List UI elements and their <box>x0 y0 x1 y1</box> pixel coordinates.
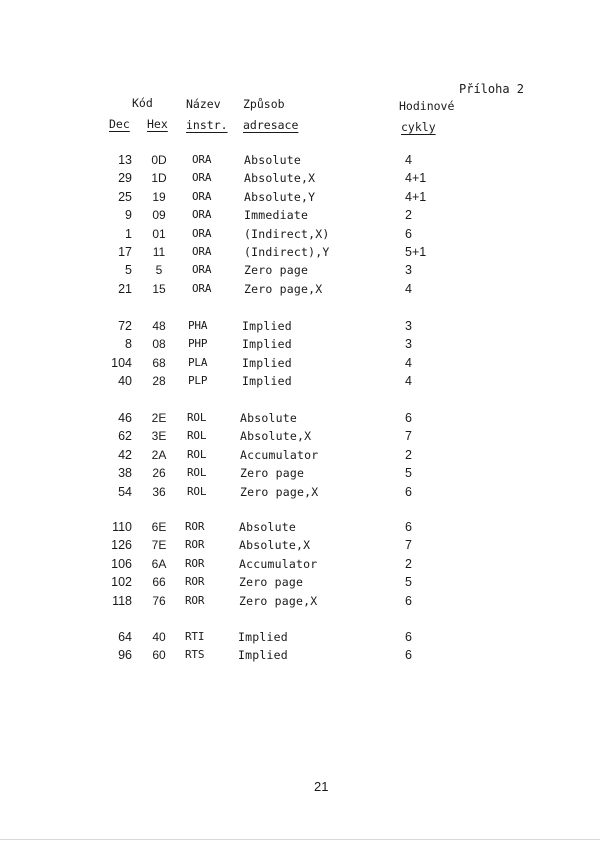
clock-cycles: 6 <box>405 593 412 608</box>
addressing-mode: Absolute <box>239 520 296 534</box>
opcode-dec: 38 <box>118 466 132 481</box>
opcode-dec: 1 <box>125 226 132 241</box>
instruction-name: ROR <box>185 575 205 589</box>
addressing-mode: Zero page,X <box>240 484 319 499</box>
instruction-name: ROL <box>187 466 207 480</box>
header-dec: Dec <box>109 117 130 131</box>
instruction-name: ROR <box>185 538 205 552</box>
opcode-dec: 13 <box>118 153 132 167</box>
clock-cycles: 7 <box>405 538 412 553</box>
opcode-dec: 104 <box>111 355 132 370</box>
opcode-dec: 5 <box>125 263 132 278</box>
instruction-name: ROL <box>187 429 207 443</box>
opcode-dec: 102 <box>111 575 132 590</box>
opcode-dec: 54 <box>118 484 132 499</box>
clock-cycles: 4 <box>405 281 412 296</box>
clock-cycles: 5 <box>405 466 412 481</box>
opcode-dec: 25 <box>118 189 132 204</box>
addressing-mode: (Indirect),Y <box>244 245 330 259</box>
clock-cycles: 2 <box>405 556 412 571</box>
opcode-dec: 46 <box>118 411 132 425</box>
instruction-name: ROL <box>187 447 207 461</box>
opcode-hex: 0D <box>151 153 167 167</box>
clock-cycles: 6 <box>405 520 412 534</box>
opcode-hex: 28 <box>152 374 166 389</box>
instruction-name: ORA <box>192 263 212 277</box>
addressing-mode: Accumulator <box>240 447 319 462</box>
addressing-mode: Zero page <box>244 263 309 278</box>
clock-cycles: 4+1 <box>405 171 427 186</box>
instruction-name: ROR <box>185 556 205 570</box>
instruction-name: RTS <box>185 648 205 662</box>
opcode-hex: 09 <box>152 208 166 223</box>
clock-cycles: 3 <box>405 337 412 352</box>
opcode-dec: 64 <box>118 630 132 644</box>
header-nazev: Název <box>186 97 221 111</box>
opcode-hex: 15 <box>152 281 166 296</box>
clock-cycles: 2 <box>405 208 412 223</box>
instruction-name: ORA <box>192 189 212 203</box>
opcode-hex: 26 <box>152 466 166 481</box>
header-hex: Hex <box>147 117 168 131</box>
addressing-mode: Absolute,X <box>239 538 311 553</box>
addressing-mode: Absolute <box>244 153 301 167</box>
opcode-hex: 2E <box>151 411 167 425</box>
opcode-dec: 29 <box>118 171 132 186</box>
header-cykly: cykly <box>401 120 436 134</box>
header-hodinove: Hodinové <box>399 99 455 113</box>
clock-cycles: 3 <box>405 263 412 278</box>
clock-cycles: 5 <box>405 575 412 590</box>
opcode-hex: 36 <box>152 484 166 499</box>
opcode-dec: 62 <box>118 429 132 444</box>
addressing-mode: Implied <box>238 630 288 644</box>
clock-cycles: 4 <box>405 374 412 389</box>
opcode-hex: 7E <box>151 538 167 553</box>
instruction-name: ORA <box>192 226 212 240</box>
addressing-mode: Zero page,X <box>239 593 318 608</box>
header-kod: Kód <box>132 96 153 110</box>
opcode-hex: 19 <box>152 189 166 204</box>
addressing-mode: Absolute,Y <box>244 189 316 204</box>
header-zpusob: Způsob <box>243 97 285 111</box>
opcode-hex: 76 <box>152 593 166 608</box>
opcode-hex: 3E <box>151 429 167 444</box>
clock-cycles: 6 <box>405 226 412 241</box>
addressing-mode: Implied <box>242 355 292 370</box>
opcode-hex: 6A <box>151 556 167 571</box>
addressing-mode: Absolute,X <box>240 429 312 444</box>
opcode-dec: 118 <box>112 593 132 608</box>
clock-cycles: 5+1 <box>405 245 427 259</box>
instruction-name: ROL <box>187 484 207 498</box>
instruction-name: PHP <box>188 337 208 351</box>
addressing-mode: Zero page,X <box>244 281 323 296</box>
instruction-name: ORA <box>192 281 212 295</box>
addressing-mode: Implied <box>242 337 292 352</box>
addressing-mode: Accumulator <box>239 556 318 571</box>
clock-cycles: 6 <box>405 630 412 644</box>
opcode-hex: 08 <box>152 337 166 352</box>
opcode-dec: 17 <box>118 245 132 259</box>
addressing-mode: Absolute,X <box>244 171 316 186</box>
opcode-dec: 96 <box>118 648 132 663</box>
clock-cycles: 6 <box>405 648 412 663</box>
instruction-name: ORA <box>192 208 212 222</box>
instruction-name: PLA <box>188 355 208 369</box>
opcode-hex: 40 <box>152 630 166 644</box>
page-edge-divider <box>0 839 600 840</box>
clock-cycles: 2 <box>405 447 412 462</box>
instruction-name: ROR <box>185 520 205 533</box>
opcode-dec: 126 <box>111 538 132 553</box>
header-adresace: adresace <box>243 118 299 132</box>
opcode-dec: 42 <box>118 447 132 462</box>
opcode-hex: 48 <box>152 319 166 333</box>
page-number: 21 <box>314 779 329 794</box>
instruction-name: PHA <box>188 319 208 332</box>
instruction-name: ROL <box>187 411 207 424</box>
opcode-hex: 1D <box>151 171 167 186</box>
opcode-dec: 106 <box>111 556 132 571</box>
opcode-dec: 21 <box>118 281 132 296</box>
opcode-hex: 11 <box>152 245 166 259</box>
instruction-name: PLP <box>188 374 208 388</box>
addressing-mode: (Indirect,X) <box>244 226 330 241</box>
instruction-name: ROR <box>185 593 205 607</box>
addressing-mode: Implied <box>242 374 292 389</box>
opcode-hex: 2A <box>151 447 167 462</box>
clock-cycles: 4+1 <box>405 189 427 204</box>
opcode-dec: 9 <box>125 208 132 223</box>
addressing-mode: Zero page <box>240 466 305 481</box>
clock-cycles: 4 <box>405 355 412 370</box>
opcode-hex: 5 <box>155 263 163 278</box>
instruction-name: ORA <box>192 245 212 258</box>
addressing-mode: Zero page <box>239 575 304 590</box>
opcode-hex: 68 <box>152 355 166 370</box>
clock-cycles: 3 <box>405 319 412 333</box>
clock-cycles: 6 <box>405 484 412 499</box>
opcode-dec: 110 <box>112 520 132 534</box>
clock-cycles: 6 <box>405 411 412 425</box>
clock-cycles: 7 <box>405 429 412 444</box>
opcode-hex: 66 <box>152 575 166 590</box>
clock-cycles: 4 <box>405 153 412 167</box>
addressing-mode: Immediate <box>244 208 309 223</box>
header-instr: instr. <box>186 118 228 132</box>
appendix-label: Příloha 2 <box>459 82 525 96</box>
opcode-hex: 6E <box>151 520 167 534</box>
instruction-name: ORA <box>192 153 212 166</box>
opcode-hex: 01 <box>152 226 166 241</box>
opcode-dec: 72 <box>118 319 132 333</box>
opcode-dec: 40 <box>118 374 132 389</box>
addressing-mode: Absolute <box>240 411 297 425</box>
addressing-mode: Implied <box>242 319 292 333</box>
instruction-name: RTI <box>185 630 205 643</box>
opcode-dec: 8 <box>125 337 132 352</box>
addressing-mode: Implied <box>238 648 288 663</box>
opcode-hex: 60 <box>152 648 166 663</box>
instruction-name: ORA <box>192 171 212 185</box>
